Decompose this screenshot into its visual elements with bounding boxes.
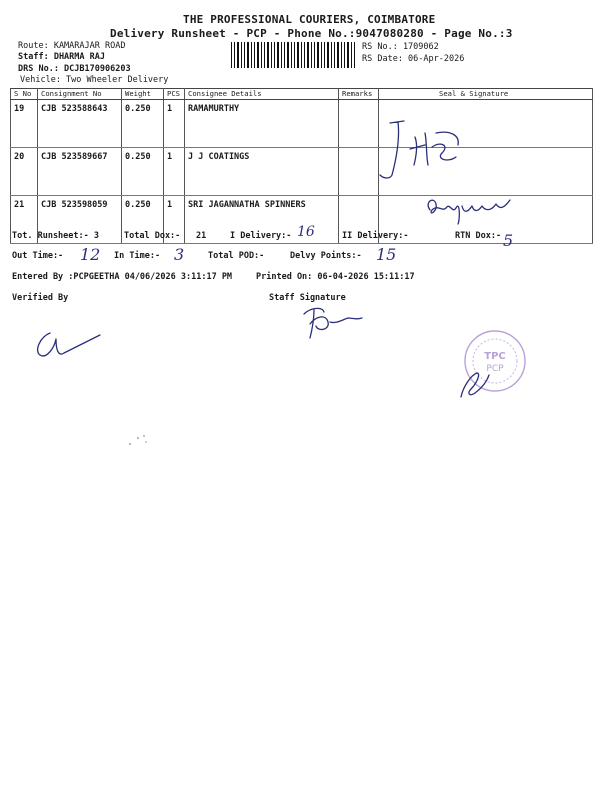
table-row (11, 100, 593, 148)
col-seal-signature: Seal & Signature (379, 89, 593, 100)
rtn-dox-handwritten: 5 (503, 231, 514, 250)
stamp-line2: PCP (486, 364, 504, 374)
table-row (11, 148, 593, 196)
staff-signature-scribble (290, 298, 370, 343)
tot-runsheet: Tot. Runsheet:- 3 (12, 231, 99, 241)
row-consignee: RAMAMURTHY (185, 100, 339, 148)
ii-delivery-label: II Delivery:- (342, 231, 409, 241)
in-time-handwritten: 3 (174, 245, 185, 264)
row-weight: 0.250 (122, 196, 164, 244)
barcode (230, 41, 358, 69)
row-sno: 19 (11, 100, 38, 148)
col-sno: S No (11, 89, 38, 100)
row-pcs: 1 (164, 196, 185, 244)
col-pcs: PCS (164, 89, 185, 100)
i-delivery-label: I Delivery:- (230, 231, 292, 241)
col-consignment: Consignment No (38, 89, 122, 100)
paper-speck (126, 432, 156, 452)
drs-number: DRS No.: DCJB170906203 (18, 64, 131, 74)
stamp-line1: TPC (484, 351, 506, 362)
printed-on: Printed On: 06-04-2026 15:11:17 (256, 272, 415, 282)
company-title: THE PROFESSIONAL COURIERS, COIMBATORE (183, 13, 436, 26)
signature-scribble-row1 (370, 115, 490, 185)
col-weight: Weight (122, 89, 164, 100)
staff-label: Staff: DHARMA RAJ (18, 52, 105, 62)
out-time-label: Out Time:- (12, 251, 64, 261)
row-consignment: CJB 523588643 (38, 100, 122, 148)
delvy-points-label: Delvy Points:- (290, 251, 362, 261)
route-label: Route: KAMARAJAR ROAD (18, 41, 126, 51)
rs-date: RS Date: 06-Apr-2026 (362, 54, 465, 64)
staff-signature-label: Staff Signature (269, 293, 346, 303)
row-weight: 0.250 (122, 100, 164, 148)
row-weight: 0.250 (122, 148, 164, 196)
col-consignee: Consignee Details (185, 89, 339, 100)
i-delivery-handwritten: 16 (297, 224, 315, 240)
verified-signature-scribble (30, 325, 110, 365)
row-consignee: J J COATINGS (185, 148, 339, 196)
delvy-points-handwritten: 15 (376, 245, 397, 264)
row-pcs: 1 (164, 100, 185, 148)
col-remarks: Remarks (339, 89, 379, 100)
total-dox-value: 21 (196, 231, 207, 241)
row-consignment: CJB 523598059 (38, 196, 122, 244)
row-consignment: CJB 523589667 (38, 148, 122, 196)
entered-by: Entered By :PCPGEETHA 04/06/2026 3:11:17 PM (12, 272, 233, 282)
in-time-label: In Time:- (114, 251, 161, 261)
row-pcs: 1 (164, 148, 185, 196)
total-pod-label: Total POD:- (208, 251, 265, 261)
row-sno: 20 (11, 148, 38, 196)
rtn-dox-label: RTN Dox:- (455, 231, 502, 241)
vehicle-label: Vehicle: Two Wheeler Delivery (20, 75, 169, 85)
seal-stamp (455, 325, 535, 405)
signature-scribble-row3 (420, 190, 530, 225)
row-consignee: SRI JAGANNATHA SPINNERS (185, 196, 339, 244)
rs-number: RS No.: 1709062 (362, 42, 439, 52)
total-dox-label: Total Dox:- (124, 231, 181, 241)
row-sno: 21 (11, 196, 38, 244)
verified-by-label: Verified By (12, 293, 69, 303)
runsheet-subtitle: Delivery Runsheet - PCP - Phone No.:9047080280 - Page No.:3 (110, 27, 513, 40)
out-time-handwritten: 12 (80, 245, 101, 264)
